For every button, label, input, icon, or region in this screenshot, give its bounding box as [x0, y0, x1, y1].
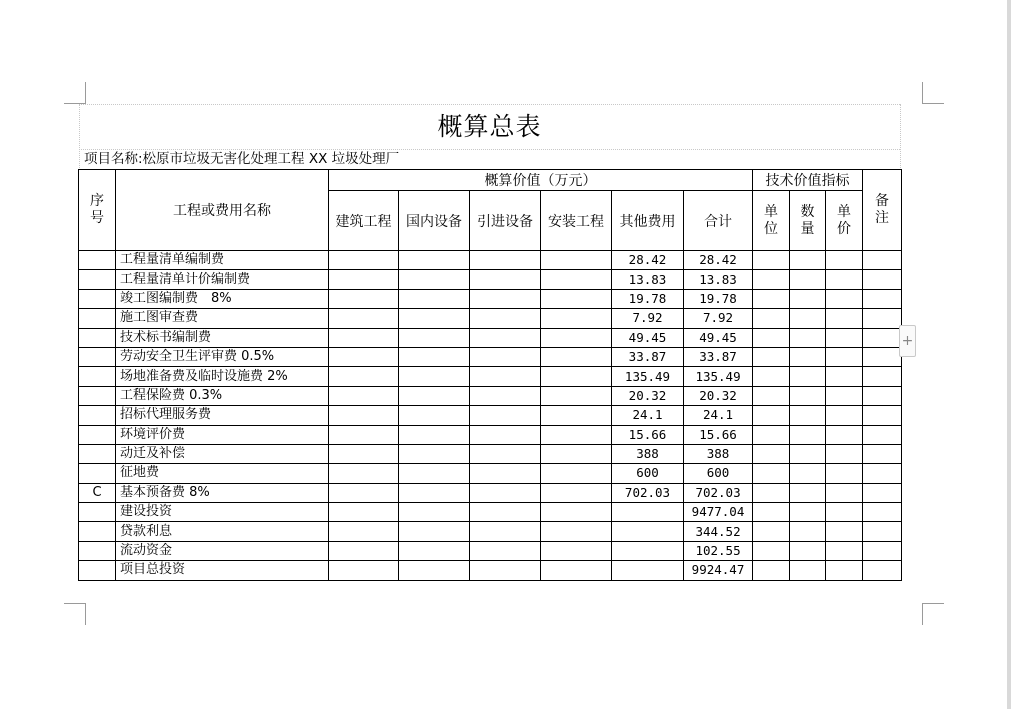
row-other-fees-cell: 702.03: [612, 483, 684, 502]
header-domestic-equipment: 国内设备: [399, 191, 470, 251]
row-other-fees-cell: 49.45: [612, 328, 684, 347]
row-imported-equipment-cell: [470, 309, 541, 328]
table-row: [79, 270, 902, 289]
row-unit-cell: [753, 386, 790, 405]
row-building-cell: [329, 289, 399, 308]
header-unit-price-char-1: 单: [837, 203, 852, 220]
row-other-fees-cell: 24.1: [612, 406, 684, 425]
row-total-cell: 24.1: [684, 406, 753, 425]
row-index-cell: [79, 541, 116, 560]
row-building-cell: [329, 367, 399, 386]
row-total-cell: 344.52: [684, 522, 753, 541]
row-total-cell: 33.87: [684, 347, 753, 366]
row-unit-cell: [753, 464, 790, 483]
header-quantity-char-1: 数: [800, 203, 815, 220]
row-unit-cell: [753, 503, 790, 522]
header-building: 建筑工程: [329, 191, 399, 251]
header-remark-char-2: 注: [875, 210, 890, 226]
header-installation: 安装工程: [541, 191, 612, 251]
row-other-fees-cell: [612, 503, 684, 522]
row-imported-equipment-cell: [470, 522, 541, 541]
table-row: [79, 425, 902, 444]
row-imported-equipment-cell: [470, 561, 541, 580]
add-row-button[interactable]: +: [899, 325, 916, 357]
row-building-cell: [329, 406, 399, 425]
row-remark-cell: [863, 561, 902, 580]
row-building-cell: [329, 251, 399, 270]
row-unit-price-cell: [826, 328, 863, 347]
row-installation-cell: [541, 386, 612, 405]
row-unit-cell: [753, 347, 790, 366]
row-domestic-equipment-cell: [399, 309, 470, 328]
table-row: [79, 406, 902, 425]
row-imported-equipment-cell: [470, 406, 541, 425]
row-other-fees-cell: [612, 541, 684, 560]
row-domestic-equipment-cell: [399, 522, 470, 541]
row-domestic-equipment-cell: [399, 347, 470, 366]
table-row: [79, 386, 902, 405]
row-total-cell: 20.32: [684, 386, 753, 405]
row-building-cell: [329, 386, 399, 405]
row-other-fees-cell: 13.83: [612, 270, 684, 289]
row-domestic-equipment-cell: [399, 483, 470, 502]
row-domestic-equipment-cell: [399, 328, 470, 347]
row-unit-price-cell: [826, 309, 863, 328]
row-remark-cell: [863, 251, 902, 270]
row-index-cell: [79, 347, 116, 366]
row-installation-cell: [541, 289, 612, 308]
header-remark: [863, 170, 902, 251]
header-imported-equipment: 引进设备: [470, 191, 541, 251]
header-unit-price-char-2: 价: [837, 220, 852, 237]
row-other-fees-cell: 28.42: [612, 251, 684, 270]
row-unit-price-cell: [826, 406, 863, 425]
row-quantity-cell: [790, 561, 826, 580]
row-installation-cell: [541, 347, 612, 366]
row-installation-cell: [541, 464, 612, 483]
row-other-fees-cell: 600: [612, 464, 684, 483]
row-imported-equipment-cell: [470, 386, 541, 405]
header-quantity: [790, 191, 826, 251]
row-unit-cell: [753, 444, 790, 463]
row-total-cell: 19.78: [684, 289, 753, 308]
row-imported-equipment-cell: [470, 483, 541, 502]
row-unit-cell: [753, 289, 790, 308]
row-unit-price-cell: [826, 483, 863, 502]
row-domestic-equipment-cell: [399, 270, 470, 289]
row-name-cell: 工程量清单计价编制费: [116, 270, 329, 289]
header-estimate-group: 概算价值（万元）: [329, 170, 753, 191]
row-index-cell: [79, 522, 116, 541]
row-other-fees-cell: 19.78: [612, 289, 684, 308]
row-name-cell: 环境评价费: [116, 425, 329, 444]
row-imported-equipment-cell: [470, 289, 541, 308]
table-row: [79, 503, 902, 522]
row-building-cell: [329, 483, 399, 502]
row-quantity-cell: [790, 425, 826, 444]
row-total-cell: 49.45: [684, 328, 753, 347]
budget-table-body: [79, 251, 902, 581]
row-remark-cell: [863, 425, 902, 444]
row-total-cell: 9924.47: [684, 561, 753, 580]
row-quantity-cell: [790, 483, 826, 502]
table-row: [79, 309, 902, 328]
header-item-name: 工程或费用名称: [116, 170, 329, 251]
row-remark-cell: [863, 503, 902, 522]
row-index-cell: [79, 328, 116, 347]
row-total-cell: 135.49: [684, 367, 753, 386]
row-other-fees-cell: 20.32: [612, 386, 684, 405]
row-domestic-equipment-cell: [399, 503, 470, 522]
crop-mark-bottom-left-h: [64, 603, 86, 604]
row-installation-cell: [541, 522, 612, 541]
row-imported-equipment-cell: [470, 503, 541, 522]
row-quantity-cell: [790, 406, 826, 425]
row-remark-cell: [863, 541, 902, 560]
table-row: [79, 251, 902, 270]
document-title: 概算总表: [437, 112, 542, 141]
row-remark-cell: [863, 347, 902, 366]
row-other-fees-cell: 135.49: [612, 367, 684, 386]
row-unit-cell: [753, 328, 790, 347]
row-domestic-equipment-cell: [399, 251, 470, 270]
row-index-cell: [79, 444, 116, 463]
row-unit-price-cell: [826, 503, 863, 522]
row-unit-price-cell: [826, 522, 863, 541]
row-imported-equipment-cell: [470, 347, 541, 366]
row-name-cell: 动迁及补偿: [116, 444, 329, 463]
row-imported-equipment-cell: [470, 425, 541, 444]
row-unit-price-cell: [826, 251, 863, 270]
row-imported-equipment-cell: [470, 270, 541, 289]
row-imported-equipment-cell: [470, 464, 541, 483]
row-total-cell: 702.03: [684, 483, 753, 502]
row-domestic-equipment-cell: [399, 541, 470, 560]
row-quantity-cell: [790, 309, 826, 328]
row-installation-cell: [541, 328, 612, 347]
header-index: [79, 170, 116, 251]
table-row: [79, 328, 902, 347]
row-installation-cell: [541, 251, 612, 270]
row-index-cell: [79, 309, 116, 328]
header-unit: [753, 191, 790, 251]
row-installation-cell: [541, 367, 612, 386]
row-building-cell: [329, 328, 399, 347]
row-total-cell: 9477.04: [684, 503, 753, 522]
row-remark-cell: [863, 386, 902, 405]
row-other-fees-cell: 388: [612, 444, 684, 463]
row-domestic-equipment-cell: [399, 406, 470, 425]
row-installation-cell: [541, 444, 612, 463]
row-name-cell: 建设投资: [116, 503, 329, 522]
row-domestic-equipment-cell: [399, 464, 470, 483]
row-total-cell: 28.42: [684, 251, 753, 270]
row-total-cell: 102.55: [684, 541, 753, 560]
header-unit-char-2: 位: [764, 220, 779, 237]
row-name-cell: 征地费: [116, 464, 329, 483]
row-other-fees-cell: 33.87: [612, 347, 684, 366]
row-remark-cell: [863, 522, 902, 541]
row-building-cell: [329, 347, 399, 366]
row-remark-cell: [863, 406, 902, 425]
row-name-cell: 招标代理服务费: [116, 406, 329, 425]
table-row: [79, 561, 902, 580]
row-installation-cell: [541, 561, 612, 580]
row-index-cell: [79, 406, 116, 425]
table-row: [79, 541, 902, 560]
row-unit-cell: [753, 367, 790, 386]
row-quantity-cell: [790, 522, 826, 541]
guide-line-right: [900, 104, 901, 170]
row-quantity-cell: [790, 503, 826, 522]
row-quantity-cell: [790, 386, 826, 405]
row-domestic-equipment-cell: [399, 561, 470, 580]
row-total-cell: 7.92: [684, 309, 753, 328]
header-unit-price: [826, 191, 863, 251]
table-row: [79, 522, 902, 541]
row-total-cell: 388: [684, 444, 753, 463]
row-unit-price-cell: [826, 289, 863, 308]
row-index-cell: [79, 464, 116, 483]
row-unit-cell: [753, 522, 790, 541]
crop-mark-bottom-left-v: [85, 603, 86, 625]
header-other-fees: 其他费用: [612, 191, 684, 251]
header-index-char-1: 序: [90, 193, 104, 209]
crop-mark-top-left-v: [85, 82, 86, 104]
row-other-fees-cell: [612, 522, 684, 541]
row-unit-cell: [753, 561, 790, 580]
budget-summary-table: [78, 169, 902, 581]
table-row: [79, 347, 902, 366]
row-domestic-equipment-cell: [399, 425, 470, 444]
row-unit-price-cell: [826, 347, 863, 366]
row-name-cell: 工程保险费 0.3%: [116, 386, 329, 405]
row-building-cell: [329, 522, 399, 541]
row-index-cell: [79, 251, 116, 270]
table-row: [79, 464, 902, 483]
row-unit-price-cell: [826, 367, 863, 386]
row-unit-cell: [753, 270, 790, 289]
row-building-cell: [329, 270, 399, 289]
row-quantity-cell: [790, 347, 826, 366]
row-unit-price-cell: [826, 425, 863, 444]
table-row: [79, 367, 902, 386]
row-name-cell: 基本预备费 8%: [116, 483, 329, 502]
row-total-cell: 15.66: [684, 425, 753, 444]
row-unit-price-cell: [826, 464, 863, 483]
row-installation-cell: [541, 541, 612, 560]
row-quantity-cell: [790, 328, 826, 347]
row-quantity-cell: [790, 541, 826, 560]
row-other-fees-cell: [612, 561, 684, 580]
row-building-cell: [329, 309, 399, 328]
row-building-cell: [329, 464, 399, 483]
row-quantity-cell: [790, 251, 826, 270]
row-name-cell: 工程量清单编制费: [116, 251, 329, 270]
header-unit-char-1: 单: [764, 203, 779, 220]
row-installation-cell: [541, 406, 612, 425]
row-domestic-equipment-cell: [399, 367, 470, 386]
row-installation-cell: [541, 503, 612, 522]
row-building-cell: [329, 541, 399, 560]
row-remark-cell: [863, 367, 902, 386]
row-unit-cell: [753, 406, 790, 425]
row-imported-equipment-cell: [470, 251, 541, 270]
row-unit-cell: [753, 425, 790, 444]
row-quantity-cell: [790, 289, 826, 308]
row-quantity-cell: [790, 444, 826, 463]
row-imported-equipment-cell: [470, 444, 541, 463]
row-unit-price-cell: [826, 270, 863, 289]
window-scroll-edge: [1007, 0, 1011, 709]
row-domestic-equipment-cell: [399, 444, 470, 463]
row-unit-price-cell: [826, 386, 863, 405]
header-tech-group: 技术价值指标: [753, 170, 863, 191]
row-index-cell: [79, 386, 116, 405]
row-index-cell: [79, 425, 116, 444]
crop-mark-top-right-v: [922, 82, 923, 104]
row-domestic-equipment-cell: [399, 289, 470, 308]
row-index-cell: [79, 289, 116, 308]
header-remark-char-1: 备: [875, 193, 890, 209]
row-imported-equipment-cell: [470, 328, 541, 347]
row-installation-cell: [541, 425, 612, 444]
row-imported-equipment-cell: [470, 541, 541, 560]
row-remark-cell: [863, 483, 902, 502]
row-quantity-cell: [790, 464, 826, 483]
row-unit-price-cell: [826, 561, 863, 580]
row-unit-cell: [753, 483, 790, 502]
row-index-cell: [79, 270, 116, 289]
header-total: 合计: [684, 191, 753, 251]
row-name-cell: 贷款利息: [116, 522, 329, 541]
header-quantity-char-2: 量: [800, 220, 815, 237]
crop-mark-top-right-h: [922, 103, 944, 104]
row-remark-cell: [863, 444, 902, 463]
row-index-cell: [79, 503, 116, 522]
row-unit-cell: [753, 251, 790, 270]
row-name-cell: 竣工图编制费 8%: [116, 289, 329, 308]
header-index-char-2: 号: [90, 210, 104, 226]
row-name-cell: 劳动安全卫生评审费 0.5%: [116, 347, 329, 366]
row-index-cell: C: [79, 483, 116, 502]
row-installation-cell: [541, 309, 612, 328]
table-row: [79, 483, 902, 502]
row-building-cell: [329, 444, 399, 463]
row-name-cell: 项目总投资: [116, 561, 329, 580]
row-name-cell: 技术标书编制费: [116, 328, 329, 347]
row-unit-cell: [753, 309, 790, 328]
row-other-fees-cell: 7.92: [612, 309, 684, 328]
row-building-cell: [329, 503, 399, 522]
row-name-cell: 流动资金: [116, 541, 329, 560]
row-unit-price-cell: [826, 444, 863, 463]
row-total-cell: 600: [684, 464, 753, 483]
row-quantity-cell: [790, 270, 826, 289]
row-name-cell: 施工图审查费: [116, 309, 329, 328]
row-unit-price-cell: [826, 541, 863, 560]
crop-mark-bottom-right-v: [922, 603, 923, 625]
row-imported-equipment-cell: [470, 367, 541, 386]
table-row: [79, 289, 902, 308]
row-unit-cell: [753, 541, 790, 560]
row-domestic-equipment-cell: [399, 386, 470, 405]
row-quantity-cell: [790, 367, 826, 386]
row-remark-cell: [863, 464, 902, 483]
row-building-cell: [329, 561, 399, 580]
row-other-fees-cell: 15.66: [612, 425, 684, 444]
row-name-cell: 场地准备费及临时设施费 2%: [116, 367, 329, 386]
row-remark-cell: [863, 328, 902, 347]
row-index-cell: [79, 561, 116, 580]
row-remark-cell: [863, 309, 902, 328]
row-total-cell: 13.83: [684, 270, 753, 289]
row-index-cell: [79, 367, 116, 386]
row-building-cell: [329, 425, 399, 444]
row-installation-cell: [541, 270, 612, 289]
row-remark-cell: [863, 289, 902, 308]
row-installation-cell: [541, 483, 612, 502]
crop-mark-bottom-right-h: [922, 603, 944, 604]
table-row: [79, 444, 902, 463]
project-name-line: 项目名称:松原市垃圾无害化处理工程 XX 垃圾处理厂: [84, 151, 400, 167]
row-remark-cell: [863, 270, 902, 289]
